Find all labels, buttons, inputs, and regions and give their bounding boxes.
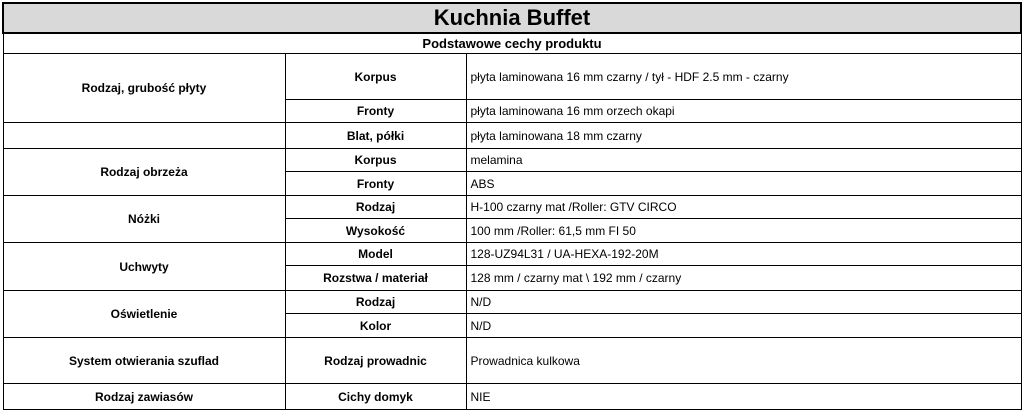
spec-label: Cichy domyk [285, 384, 466, 410]
spec-value: N/D [466, 291, 1021, 314]
spec-value: 128 mm / czarny mat \ 192 mm / czarny [466, 266, 1021, 291]
group-hinge-type: Rodzaj zawiasów [3, 384, 285, 410]
spec-label: Kolor [285, 314, 466, 338]
spec-value: płyta laminowana 16 mm orzech okapi [466, 100, 1021, 123]
spec-value: płyta laminowana 18 mm czarny [466, 123, 1021, 149]
spec-label: Wysokość [285, 219, 466, 243]
group-handles: Uchwyty [3, 243, 285, 291]
spec-value: H-100 czarny mat /Roller: GTV CIRCO [466, 196, 1021, 219]
group-edge-type: Rodzaj obrzeża [3, 149, 285, 196]
group-drawer-system: System otwierania szuflad [3, 338, 285, 384]
spec-label: Rodzaj [285, 196, 466, 219]
spec-label: Fronty [285, 172, 466, 196]
group-lighting: Oświetlenie [3, 291, 285, 338]
spec-value: 128-UZ94L31 / UA-HEXA-192-20M [466, 243, 1021, 266]
spec-value: płyta laminowana 16 mm czarny / tył - HDF 2.5 mm - czarny [466, 54, 1021, 100]
spec-table [2, 2, 1022, 410]
spec-value: Prowadnica kulkowa [466, 338, 1021, 384]
spec-label: Rodzaj prowadnic [285, 338, 466, 384]
spec-value: melamina [466, 149, 1021, 172]
spec-value: N/D [466, 314, 1021, 338]
spec-value: ABS [466, 172, 1021, 196]
spec-value: 100 mm /Roller: 61,5 mm FI 50 [466, 219, 1021, 243]
page-title: Kuchnia Buffet [3, 3, 1021, 33]
spec-label: Rozstwa / materiał [285, 266, 466, 291]
spec-label: Fronty [285, 100, 466, 123]
spec-value: NIE [466, 384, 1021, 410]
spec-label: Blat, półki [285, 123, 466, 149]
group-board-type: Rodzaj, grubość płyty [3, 54, 285, 123]
spec-label: Rodzaj [285, 291, 466, 314]
spec-label: Model [285, 243, 466, 266]
spec-label: Korpus [285, 149, 466, 172]
group-board-type-continued [3, 123, 285, 149]
section-subtitle: Podstawowe cechy produktu [3, 33, 1021, 54]
product-spec-sheet [2, 2, 1020, 410]
group-legs: Nóżki [3, 196, 285, 243]
spec-label: Korpus [285, 54, 466, 100]
